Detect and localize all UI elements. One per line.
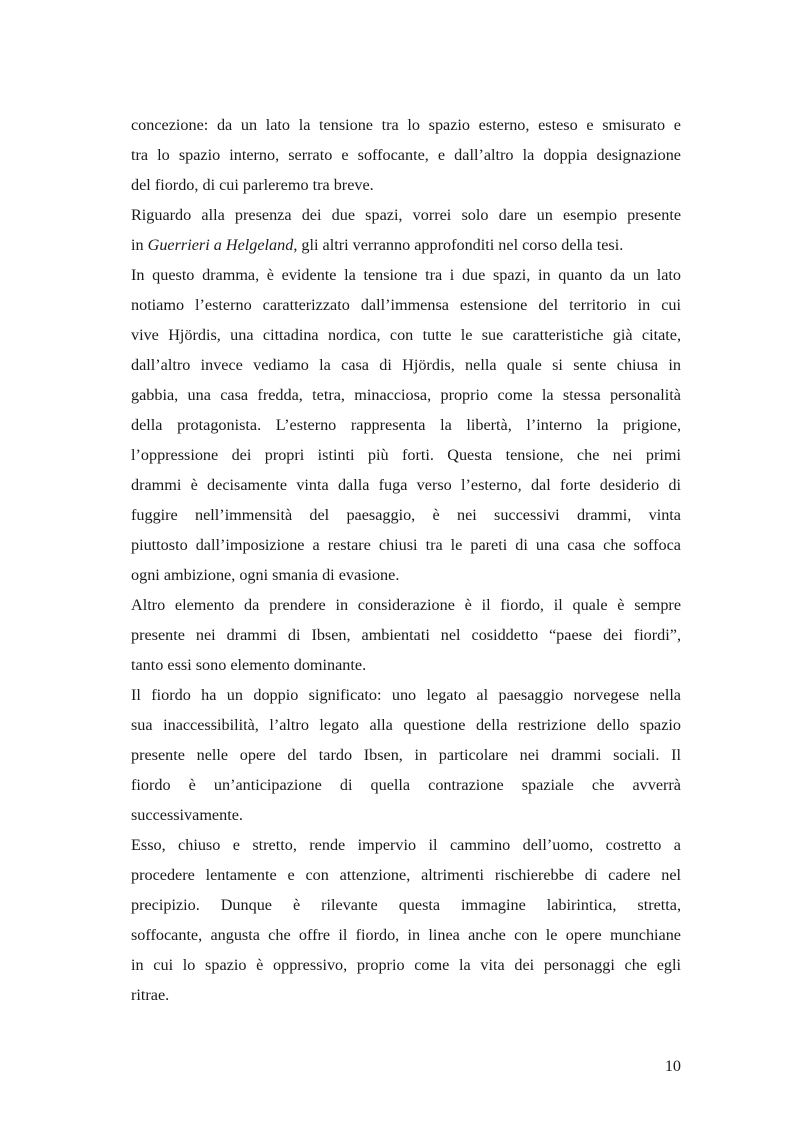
text-line: ogni ambizione, ogni smania di evasione. (131, 566, 400, 584)
text-line: presente nei drammi di Ibsen, ambientati nel cosiddetto “paese dei fiordi”, (131, 626, 681, 644)
text-line: In questo dramma, è evidente la tensione tra i due spazi, in quanto da un lato (131, 266, 681, 284)
text-line: in cui lo spazio è oppressivo, proprio come la vita dei personaggi che egli (131, 956, 681, 974)
paragraph-2 (131, 200, 681, 260)
text-line: soffocante, angusta che offre il fiordo, in linea anche con le opere munchiane (131, 926, 681, 944)
page-number: 10 (664, 1057, 681, 1075)
text-line: tra lo spazio interno, serrato e soffocante, e dall’altro la doppia designazione (131, 146, 681, 164)
text-line: Riguardo alla presenza dei due spazi, vorrei solo dare un esempio presente (131, 206, 681, 224)
text-fragment: in (131, 236, 148, 254)
text-line: procedere lentamente e con attenzione, altrimenti rischierebbe di cadere nel (131, 866, 681, 884)
text-line: fiordo è un’anticipazione di quella contrazione spaziale che avverrà (131, 776, 681, 794)
text-line: dall’altro invece vediamo la casa di Hjördis, nella quale si sente chiusa in (131, 356, 681, 374)
text-line: vive Hjördis, una cittadina nordica, con tutte le sue caratteristiche già citate, (131, 326, 681, 344)
work-title: Guerrieri a Helgeland (147, 236, 294, 254)
text-line: della protagonista. L’esterno rappresenta la libertà, l’interno la prigione, (131, 416, 681, 434)
text-line: successivamente. (131, 806, 243, 824)
text-line: gabbia, una casa fredda, tetra, minacciosa, proprio come la stessa personalità (131, 386, 681, 404)
text-line: notiamo l’esterno caratterizzato dall’immensa estensione del territorio in cui (131, 296, 681, 314)
paragraph-6 (131, 830, 681, 1010)
page-body (131, 110, 681, 1010)
text-line: del fiordo, di cui parleremo tra breve. (131, 176, 374, 194)
text-line: concezione: da un lato la tensione tra lo spazio esterno, esteso e smisurato e (131, 116, 681, 134)
text-line: drammi è decisamente vinta dalla fuga verso l’esterno, dal forte desiderio di (131, 476, 681, 494)
text-line: fuggire nell’immensità del paesaggio, è nei successivi drammi, vinta (131, 506, 681, 524)
paragraph-1 (131, 110, 681, 200)
paragraph-4 (131, 590, 681, 680)
text-line: presente nelle opere del tardo Ibsen, in particolare nei drammi sociali. Il (131, 746, 681, 764)
text-line: ritrae. (131, 986, 170, 1004)
paragraph-5 (131, 680, 681, 830)
text-line: Il fiordo ha un doppio significato: uno legato al paesaggio norvegese nella (131, 686, 681, 704)
text-line: piuttosto dall’imposizione a restare chiusi tra le pareti di una casa che soffoca (131, 536, 681, 554)
text-line: precipizio. Dunque è rilevante questa immagine labirintica, stretta, (131, 896, 681, 914)
text-line: Esso, chiuso e stretto, rende impervio il cammino dell’uomo, costretto a (131, 836, 681, 854)
text-line: tanto essi sono elemento dominante. (131, 656, 367, 674)
text-line-with-title (131, 230, 681, 260)
text-line: l’oppressione dei propri istinti più forti. Questa tensione, che nei primi (131, 446, 681, 464)
text-line: sua inaccessibilità, l’altro legato alla questione della restrizione dello spazio (131, 716, 681, 734)
paragraph-3 (131, 260, 681, 590)
text-fragment: , gli altri verranno approfonditi nel corso della tesi. (293, 236, 624, 254)
text-line: Altro elemento da prendere in considerazione è il fiordo, il quale è sempre (131, 596, 681, 614)
